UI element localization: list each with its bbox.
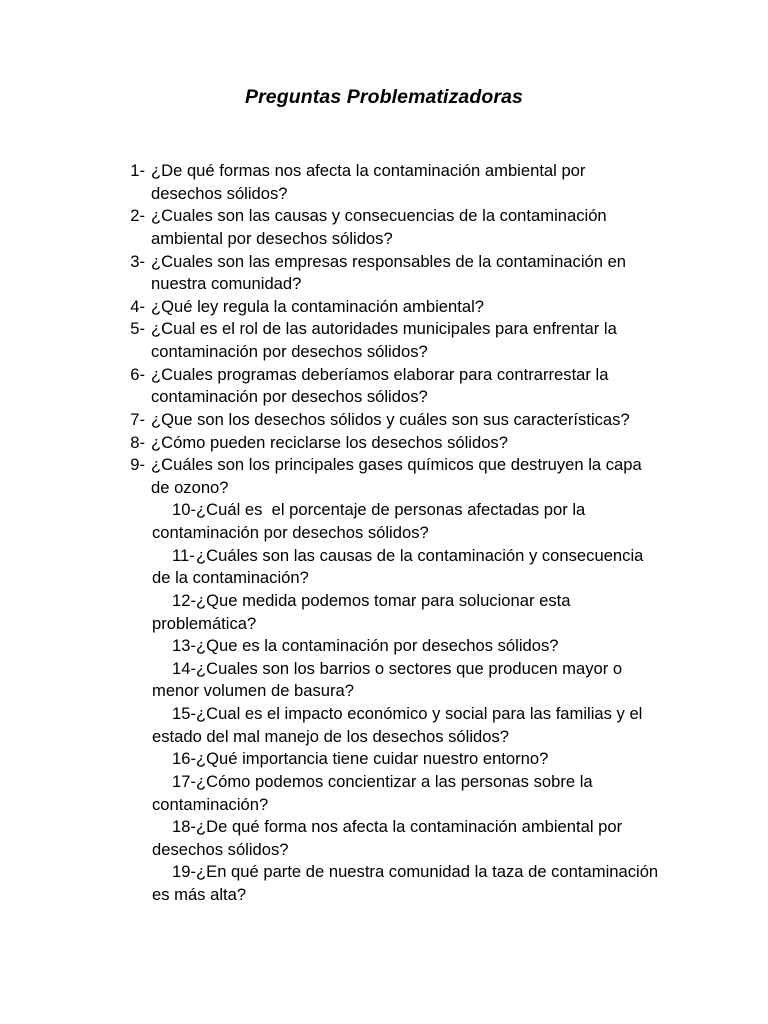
question-number: 19- (172, 862, 196, 882)
question-text: ¿Que son los desechos sólidos y cuáles son sus características? (151, 409, 630, 429)
question-number: 7- (130, 409, 145, 429)
question-list (0, 160, 768, 907)
page-title: Preguntas Problematizadoras (245, 86, 523, 108)
question-number: 3- (130, 251, 145, 271)
question-text: ¿Cual es el rol de las autoridades municipales para enfrentar la contaminación por desechos sólidos? (151, 319, 622, 361)
question-text: ¿Cuales son las empresas responsables de la contaminación en nuestra comunidad? (151, 251, 631, 294)
question-item (0, 861, 768, 906)
question-item (0, 296, 768, 319)
question-item (0, 251, 768, 296)
question-text: ¿De qué forma nos afecta la contaminación ambiental por desechos sólidos? (152, 817, 627, 859)
question-number: 8- (130, 432, 145, 452)
question-item (0, 205, 768, 250)
question-text: ¿Cuales son las causas y consecuencias de la contaminación ambiental por desechos sólidos? (151, 206, 612, 248)
question-item (0, 432, 768, 455)
question-text: ¿Que es la contaminación por desechos sólidos? (196, 636, 559, 656)
question-number: 13- (172, 636, 196, 656)
question-text: ¿Qué ley regula la contaminación ambiental? (151, 296, 484, 316)
question-number: 15- (172, 704, 196, 723)
question-item (0, 160, 768, 205)
question-item (0, 590, 768, 635)
question-text: ¿Cuál es el porcentaje de personas afectadas por la contaminación por desechos sólidos? (152, 500, 590, 542)
question-item (0, 409, 768, 432)
question-item (0, 364, 768, 409)
question-number: 6- (130, 364, 145, 384)
question-text: ¿Qué importancia tiene cuidar nuestro entorno? (196, 749, 549, 769)
question-text: ¿Cual es el impacto económico y social para las familias y el estado del mal manejo de los desechos sólidos? (152, 704, 647, 746)
question-number: 10- (172, 500, 196, 520)
question-text: ¿Cuales programas deberíamos elaborar para contrarrestar la contaminación por desechos sólidos? (151, 364, 614, 407)
question-number: 11- (172, 545, 195, 565)
question-item (0, 658, 768, 703)
question-item (0, 635, 768, 658)
question-item (0, 499, 768, 544)
question-number: 5- (130, 319, 145, 339)
question-text: ¿Que medida podemos tomar para solucionar esta problemática? (152, 590, 576, 633)
question-item (0, 454, 768, 499)
question-number: 16- (172, 749, 196, 769)
question-text: ¿De qué formas nos afecta la contaminación ambiental por desechos sólidos? (151, 161, 591, 203)
question-text: ¿Cuales son los barrios o sectores que producen mayor o menor volumen de basura? (152, 658, 627, 701)
question-number: 9- (130, 455, 145, 475)
question-item (0, 771, 768, 816)
question-item (0, 748, 768, 771)
question-item (0, 703, 768, 748)
question-number: 4- (130, 296, 145, 316)
question-item (0, 545, 768, 590)
question-text: ¿Cuáles son los principales gases químicos que destruyen la capa de ozono? (151, 455, 647, 497)
question-text: ¿Cómo pueden reciclarse los desechos sólidos? (151, 432, 508, 452)
question-text: ¿Cómo podemos concientizar a las personas sobre la contaminación? (152, 771, 598, 814)
question-item (0, 318, 768, 363)
question-item (0, 816, 768, 861)
question-number: 12- (172, 590, 196, 610)
question-number: 1- (130, 161, 145, 180)
question-number: 17- (172, 771, 196, 791)
question-number: 14- (172, 658, 196, 678)
question-number: 2- (130, 206, 145, 226)
question-text: ¿En qué parte de nuestra comunidad la taza de contaminación es más alta? (152, 862, 663, 904)
question-text: ¿Cuáles son las causas de la contaminación y consecuencia de la contaminación? (152, 545, 648, 588)
question-number: 18- (172, 817, 196, 837)
